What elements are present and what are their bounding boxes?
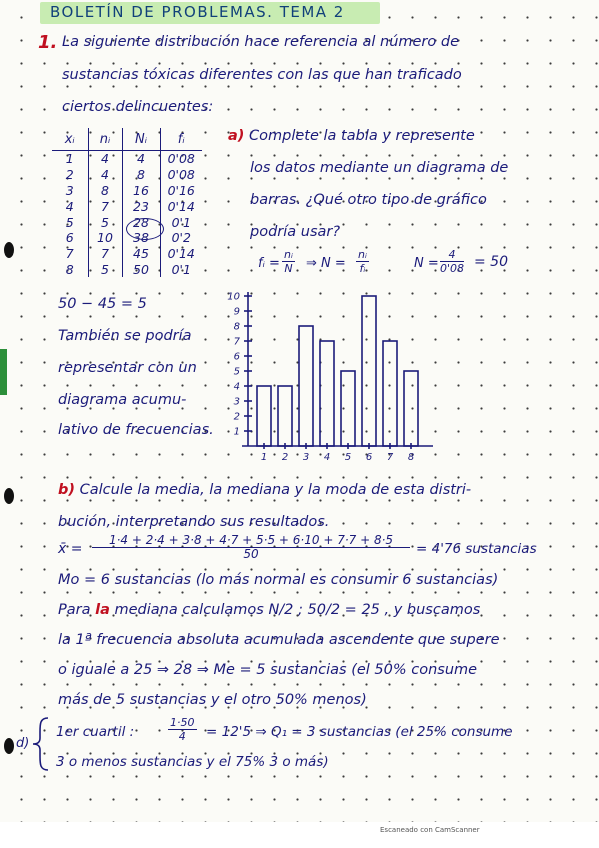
binder-hole — [4, 738, 14, 754]
cell: 38 — [122, 230, 160, 246]
quartile-label: 1er cuartil : — [56, 724, 135, 740]
median-text: 50/2 = 25 , y buscamos — [307, 602, 481, 618]
y-tick-label: 9 — [233, 306, 240, 318]
part-a-text: Complete la tabla y represente — [249, 128, 475, 144]
header-xi: xᵢ — [52, 128, 88, 151]
mean-fraction — [92, 534, 410, 561]
mean-numerator: 1·4 + 2·4 + 3·8 + 4·7 + 5·5 + 6·10 + 7·7 + 8·5 — [92, 534, 410, 548]
part-a-label: a) — [228, 128, 245, 144]
cell: 0'1 — [160, 214, 202, 230]
cell: 4 — [65, 198, 74, 214]
side-note-line: 50 − 45 = 5 — [58, 296, 147, 312]
y-tick-label: 1 — [233, 426, 240, 438]
cell: 1 — [65, 151, 74, 167]
statement-line: La siguiente distribución hace referencia al número de — [62, 34, 460, 50]
table-row — [52, 198, 202, 214]
quartile-fraction — [168, 716, 197, 743]
median-text-red: la — [95, 602, 110, 618]
cell: 7 — [65, 246, 74, 262]
x-tick-label: 5 — [344, 452, 352, 463]
side-note-line: lativo de frecuencias. — [58, 422, 214, 438]
table-row — [52, 167, 202, 183]
scan-footer-strip — [0, 822, 599, 848]
cell: 28 — [122, 214, 160, 230]
binder-hole — [4, 242, 14, 258]
bar — [404, 371, 418, 446]
quartile-denominator: 4 — [178, 730, 186, 743]
cell: 8 — [122, 167, 160, 183]
cell: 16 — [122, 183, 160, 199]
scanner-watermark: Escaneado con CamScanner — [380, 826, 480, 834]
x-tick-label: 2 — [281, 452, 289, 463]
fraction-denominator: fᵢ — [359, 262, 366, 275]
part-a-line: los datos mediante un diagrama de — [250, 160, 509, 176]
y-tick-label: 8 — [233, 321, 240, 333]
x-tick-label: 6 — [365, 452, 373, 463]
table-row — [52, 183, 202, 199]
cell: 10 — [88, 230, 122, 246]
cell: 8 — [88, 183, 122, 199]
frequency-table — [52, 128, 202, 277]
mean-label: x̄ = — [58, 541, 83, 557]
formula-result: = 50 — [474, 254, 508, 270]
y-tick-label: 10 — [227, 291, 240, 303]
bar — [278, 386, 292, 446]
header-Ni: Nᵢ — [122, 128, 160, 151]
bar-chart — [220, 284, 510, 464]
cell: 8 — [65, 261, 74, 277]
y-tick-label: 2 — [233, 411, 240, 423]
x-tick-label: 7 — [386, 452, 394, 463]
statement-line: sustancias tóxicas diferentes con las que han traficado — [62, 67, 462, 83]
fraction-denominator: 0'08 — [440, 262, 465, 275]
formula-arrow: ⇒ N = — [306, 256, 346, 271]
fraction-n-over-N — [282, 248, 295, 275]
median-line: más de 5 sustancias y el otro 50% menos) — [58, 692, 367, 708]
cell: 5 — [88, 214, 122, 230]
bar — [341, 371, 355, 446]
binder-hole — [4, 488, 14, 504]
quartile-line: 3 o menos sustancias y el 75% 3 o más) — [56, 754, 329, 770]
formula-N: N = — [414, 256, 439, 271]
cell: 0'14 — [160, 198, 202, 214]
y-tick-label: 6 — [233, 351, 240, 363]
bar — [257, 386, 271, 446]
title-highlight — [40, 2, 380, 24]
table-row — [52, 262, 202, 278]
x-tick-label: 4 — [323, 452, 331, 463]
bar — [362, 296, 376, 446]
cell: 0'08 — [160, 151, 202, 167]
table-row — [52, 151, 202, 167]
cell: 0'1 — [160, 262, 202, 278]
fraction-numerator: 4 — [440, 248, 464, 262]
page-tab — [0, 349, 7, 395]
part-a-line — [228, 128, 475, 144]
cell: 50 — [122, 262, 160, 278]
fraction-numerator: nᵢ — [284, 248, 293, 261]
cell: 45 — [122, 246, 160, 262]
cell: 4 — [88, 167, 122, 183]
bar — [299, 326, 313, 446]
part-d-label: d) — [16, 736, 30, 751]
fraction-numerator: nᵢ — [358, 248, 367, 261]
median-circle — [126, 218, 164, 240]
cell: 7 — [88, 246, 122, 262]
brace-icon — [30, 716, 52, 772]
quartile-result: = 12'5 ⇒ Q₁ = 3 sustancias (el 25% consume — [206, 724, 513, 740]
median-line — [58, 602, 480, 618]
cell: 0'14 — [160, 246, 202, 262]
cell: 23 — [122, 198, 160, 214]
part-b-line — [58, 482, 471, 498]
y-tick-label: 4 — [233, 381, 240, 393]
cell: 3 — [65, 182, 74, 198]
side-note-line: diagrama acumu- — [58, 392, 187, 408]
cell: 0'16 — [160, 183, 202, 199]
formula-fi: fᵢ = — [258, 256, 280, 271]
page-title: BOLETÍN DE PROBLEMAS. TEMA 2 — [50, 3, 345, 21]
x-tick-label: 3 — [302, 452, 310, 463]
median-text: mediana calculamos N/2 ; — [114, 602, 303, 618]
cell: 7 — [88, 198, 122, 214]
fraction-n-over-f — [356, 248, 369, 275]
cell: 2 — [65, 167, 74, 183]
header-fi: fᵢ — [160, 128, 202, 151]
part-b-label: b) — [58, 482, 76, 498]
mode-line: Mo = 6 sustancias (lo más normal es consumir 6 sustancias) — [58, 572, 499, 588]
median-text: Para — [58, 602, 91, 618]
part-b-text: Calcule la media, la mediana y la moda de esta distri- — [79, 482, 472, 498]
bar — [383, 341, 397, 446]
cell: 5 — [65, 214, 74, 230]
header-ni: nᵢ — [88, 128, 122, 151]
quartile-numerator: 1·50 — [170, 716, 195, 729]
side-note-line: representar con un — [58, 360, 197, 376]
y-tick-label: 5 — [233, 366, 240, 378]
mean-denominator: 50 — [243, 547, 259, 561]
side-note-line: También se podría — [58, 328, 192, 344]
mean-result: = 4'76 sustancias — [416, 541, 537, 557]
fraction-4-over-008 — [440, 248, 464, 275]
fraction-denominator: N — [284, 262, 293, 275]
statement-line: ciertos delincuentes: — [62, 99, 214, 115]
problem-number: 1. — [38, 32, 58, 53]
median-line: la 1ª frecuencia absoluta acumulada ascendente que supere — [58, 632, 500, 648]
part-b-line: bución, interpretando sus resultados. — [58, 514, 330, 530]
cell: 0'08 — [160, 167, 202, 183]
part-a-line: podría usar? — [250, 224, 341, 240]
cell: 4 — [88, 151, 122, 167]
table-row — [52, 246, 202, 262]
x-tick-label: 8 — [407, 452, 415, 463]
cell: 6 — [65, 230, 74, 246]
table-header-row — [52, 128, 202, 151]
y-tick-label: 3 — [233, 396, 240, 408]
x-tick-label: 1 — [260, 452, 268, 463]
cell: 5 — [88, 262, 122, 278]
y-tick-label: 7 — [233, 336, 240, 348]
bar — [320, 341, 334, 446]
part-a-line: barras. ¿Qué otro tipo de gráfico — [250, 192, 487, 208]
cell: 0'2 — [160, 230, 202, 246]
cell: 4 — [122, 151, 160, 167]
chart-bars — [257, 296, 418, 446]
median-line: o iguale a 25 ⇒ 28 ⇒ Me = 5 sustancias (el 50% consume — [58, 662, 478, 678]
